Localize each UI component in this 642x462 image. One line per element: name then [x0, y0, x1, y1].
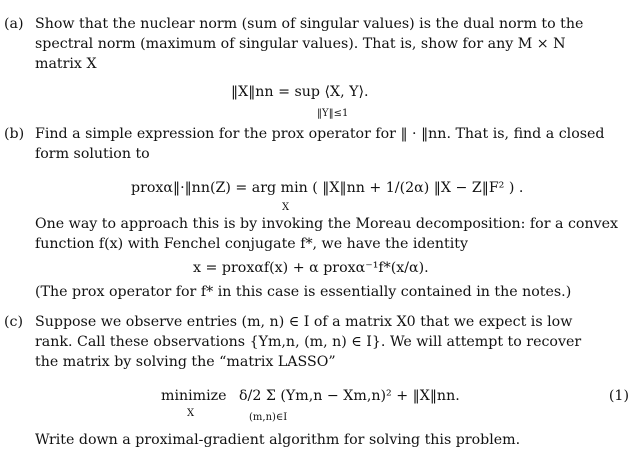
part-a-line-1: Show that the nuclear norm (sum of singular values) is the dual norm to the — [35, 16, 584, 32]
equation-moreau — [35, 254, 631, 282]
part-c — [4, 312, 636, 450]
part-a — [4, 14, 636, 118]
part-a-line-3: matrix X — [35, 56, 97, 72]
equation-prox-argmin-variable: X — [282, 202, 290, 213]
part-b-label: (b) — [4, 126, 25, 142]
part-a-line-2: spectral norm (maximum of singular values). That is, show for any M × N — [35, 36, 566, 52]
part-b-line-1: Find a simple expression for the prox operator for ‖ · ‖nn. That is, find a closed — [35, 126, 605, 142]
equation-moreau-text: x = proxαf(x) + α proxα⁻¹f*(x/α). — [193, 260, 429, 276]
part-b — [4, 124, 636, 302]
equation-number: (1) — [608, 388, 629, 404]
part-c-line-1: Suppose we observe entries (m, n) ∈ I of a matrix X0 that we expect is low — [35, 314, 573, 330]
part-c-line-3: the matrix by solving the “matrix LASSO” — [35, 354, 336, 370]
part-c-line-4: Write down a proximal-gradient algorithm for solving this problem. — [35, 432, 521, 448]
part-c-line-2: rank. Call these observations {Ym,n, (m, n) ∈ I}. We will attempt to recover — [35, 334, 582, 350]
equation-lasso-sum-index: (m,n)∈I — [249, 412, 288, 423]
part-b-line-5: (The prox operator for f* in this case is essentially contained in the notes.) — [35, 284, 572, 300]
equation-dual-norm-text: ‖X‖nn = sup ⟨X, Y⟩. — [231, 84, 369, 100]
part-b-line-4: function f(x) with Fenchel conjugate f*, we have the identity — [35, 236, 468, 252]
equation-lasso-min-variable: X — [187, 408, 195, 419]
equation-lasso-objective: δ/2 Σ (Ym,n − Xm,n)² + ‖X‖nn. — [239, 388, 460, 404]
equation-dual-norm — [35, 74, 631, 118]
equation-matrix-lasso — [35, 372, 631, 430]
equation-prox — [35, 164, 631, 214]
part-c-label: (c) — [4, 314, 24, 330]
part-b-line-2: form solution to — [35, 146, 150, 162]
equation-dual-norm-constraint: ‖Y‖≤1 — [317, 108, 349, 119]
part-a-label: (a) — [4, 16, 24, 32]
equation-lasso-minimize: minimize — [161, 388, 227, 404]
equation-prox-text: proxα‖·‖nn(Z) = arg min ( ‖X‖nn + 1/(2α) ‖X − Z‖F² ) . — [131, 180, 524, 196]
part-b-line-3: One way to approach this is by invoking the Moreau decomposition: for a convex — [35, 216, 619, 232]
